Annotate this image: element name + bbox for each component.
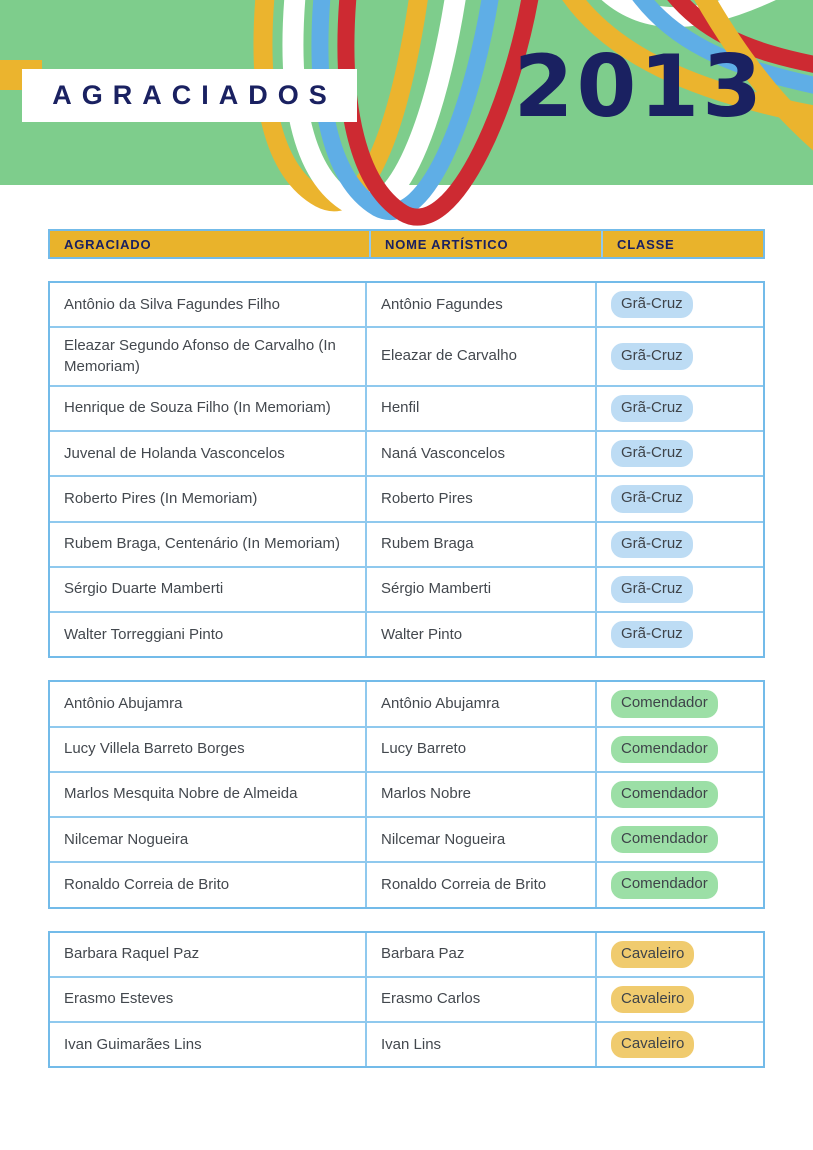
awardee-name: Eleazar Segundo Afonso de Carvalho (In Memoriam) xyxy=(64,337,336,375)
table-row xyxy=(50,326,763,385)
table-row xyxy=(50,475,763,520)
table-row xyxy=(50,611,763,656)
artistic-name: Erasmo Carlos xyxy=(365,978,595,1021)
awardee-name: Lucy Villela Barreto Borges xyxy=(64,740,245,757)
class-badge: Grã-Cruz xyxy=(611,485,693,512)
class-badge: Grã-Cruz xyxy=(611,576,693,603)
class-badge: Comendador xyxy=(611,690,718,717)
class-cell xyxy=(595,328,763,385)
class-badge: Comendador xyxy=(611,781,718,808)
group-table-comendador xyxy=(48,680,765,908)
awardee-name: Erasmo Esteves xyxy=(64,990,174,1008)
artistic-name: Eleazar de Carvalho xyxy=(365,328,595,385)
table-row xyxy=(50,566,763,611)
column-header-classe: CLASSE xyxy=(601,231,763,257)
awardee-name: Rubem Braga, Centenário (In Memoriam) xyxy=(64,535,340,552)
year-label: 2013 xyxy=(513,37,765,137)
class-cell xyxy=(595,978,763,1021)
artistic-name: Antônio Fagundes xyxy=(365,283,595,326)
class-cell xyxy=(595,863,763,906)
class-cell xyxy=(595,933,763,976)
table-row xyxy=(50,726,763,771)
ribbon-white-arch xyxy=(592,0,790,17)
table-row xyxy=(50,385,763,430)
table-row xyxy=(50,861,763,906)
class-badge: Comendador xyxy=(611,826,718,853)
class-badge: Grã-Cruz xyxy=(611,291,693,318)
class-cell xyxy=(595,432,763,475)
artistic-name: Naná Vasconcelos xyxy=(365,432,595,475)
awardee-name: Nilcemar Nogueira xyxy=(64,830,189,848)
awardee-name: Walter Torreggiani Pinto xyxy=(64,625,224,643)
class-badge: Cavaleiro xyxy=(611,1031,694,1058)
class-badge: Comendador xyxy=(611,871,718,898)
artistic-name: Ronaldo Correia de Brito xyxy=(365,863,595,906)
awardee-name: Roberto Pires (In Memoriam) xyxy=(64,489,258,507)
table-row xyxy=(50,933,763,976)
class-cell xyxy=(595,477,763,520)
ribbon-red-swoosh xyxy=(346,0,533,217)
awardee-name: Barbara Raquel Paz xyxy=(64,945,200,962)
class-badge: Cavaleiro xyxy=(611,941,694,968)
class-cell xyxy=(595,818,763,861)
awardee-name: Antônio Abujamra xyxy=(64,694,183,712)
table-row xyxy=(50,1021,763,1066)
class-badge: Grã-Cruz xyxy=(611,343,693,370)
page-header xyxy=(0,0,813,185)
column-header-agraciado: AGRACIADO xyxy=(64,236,152,252)
class-cell xyxy=(595,387,763,430)
artistic-name: Marlos Nobre xyxy=(365,773,595,816)
awardee-name: Juvenal de Holanda Vasconcelos xyxy=(64,444,285,462)
artistic-name: Walter Pinto xyxy=(365,613,595,656)
class-cell xyxy=(595,773,763,816)
table-row xyxy=(50,976,763,1021)
artistic-name: Rubem Braga xyxy=(365,523,595,566)
awardee-name: Ivan Guimarães Lins xyxy=(64,1035,202,1053)
table-row xyxy=(50,771,763,816)
awardee-name: Marlos Mesquita Nobre de Almeida xyxy=(64,785,298,803)
awardee-name: Sérgio Duarte Mamberti xyxy=(64,580,224,598)
table-header-row xyxy=(48,229,765,259)
artistic-name: Lucy Barreto xyxy=(365,728,595,771)
table-row xyxy=(50,430,763,475)
class-cell xyxy=(595,613,763,656)
class-badge: Grã-Cruz xyxy=(611,531,693,558)
class-cell xyxy=(595,568,763,611)
awardee-name: Antônio da Silva Fagundes Filho xyxy=(64,295,280,313)
class-badge: Comendador xyxy=(611,736,718,763)
table-row xyxy=(50,521,763,566)
artistic-name: Nilcemar Nogueira xyxy=(365,818,595,861)
artistic-name: Roberto Pires xyxy=(365,477,595,520)
artistic-name: Barbara Paz xyxy=(365,933,595,976)
column-header-nome-artistico: NOME ARTÍSTICO xyxy=(369,231,601,257)
class-cell xyxy=(595,682,763,725)
group-table-gra-cruz xyxy=(48,281,765,658)
artistic-name: Antônio Abujamra xyxy=(365,682,595,725)
class-cell xyxy=(595,523,763,566)
awardee-name: Henrique de Souza Filho (In Memoriam) xyxy=(64,399,331,417)
table-row xyxy=(50,682,763,725)
class-cell xyxy=(595,1023,763,1066)
table-row xyxy=(50,283,763,326)
artistic-name: Sérgio Mamberti xyxy=(365,568,595,611)
artistic-name: Ivan Lins xyxy=(365,1023,595,1066)
class-cell xyxy=(595,283,763,326)
class-badge: Grã-Cruz xyxy=(611,395,693,422)
class-badge: Cavaleiro xyxy=(611,986,694,1013)
class-cell xyxy=(595,728,763,771)
awards-table xyxy=(48,229,765,1068)
title-box xyxy=(22,69,357,122)
class-badge: Grã-Cruz xyxy=(611,440,693,467)
class-badge: Grã-Cruz xyxy=(611,621,693,648)
artistic-name: Henfil xyxy=(365,387,595,430)
group-table-cavaleiro xyxy=(48,931,765,1069)
awardee-name: Ronaldo Correia de Brito xyxy=(64,875,230,893)
page-title: AGRACIADOS xyxy=(52,80,337,110)
table-row xyxy=(50,816,763,861)
